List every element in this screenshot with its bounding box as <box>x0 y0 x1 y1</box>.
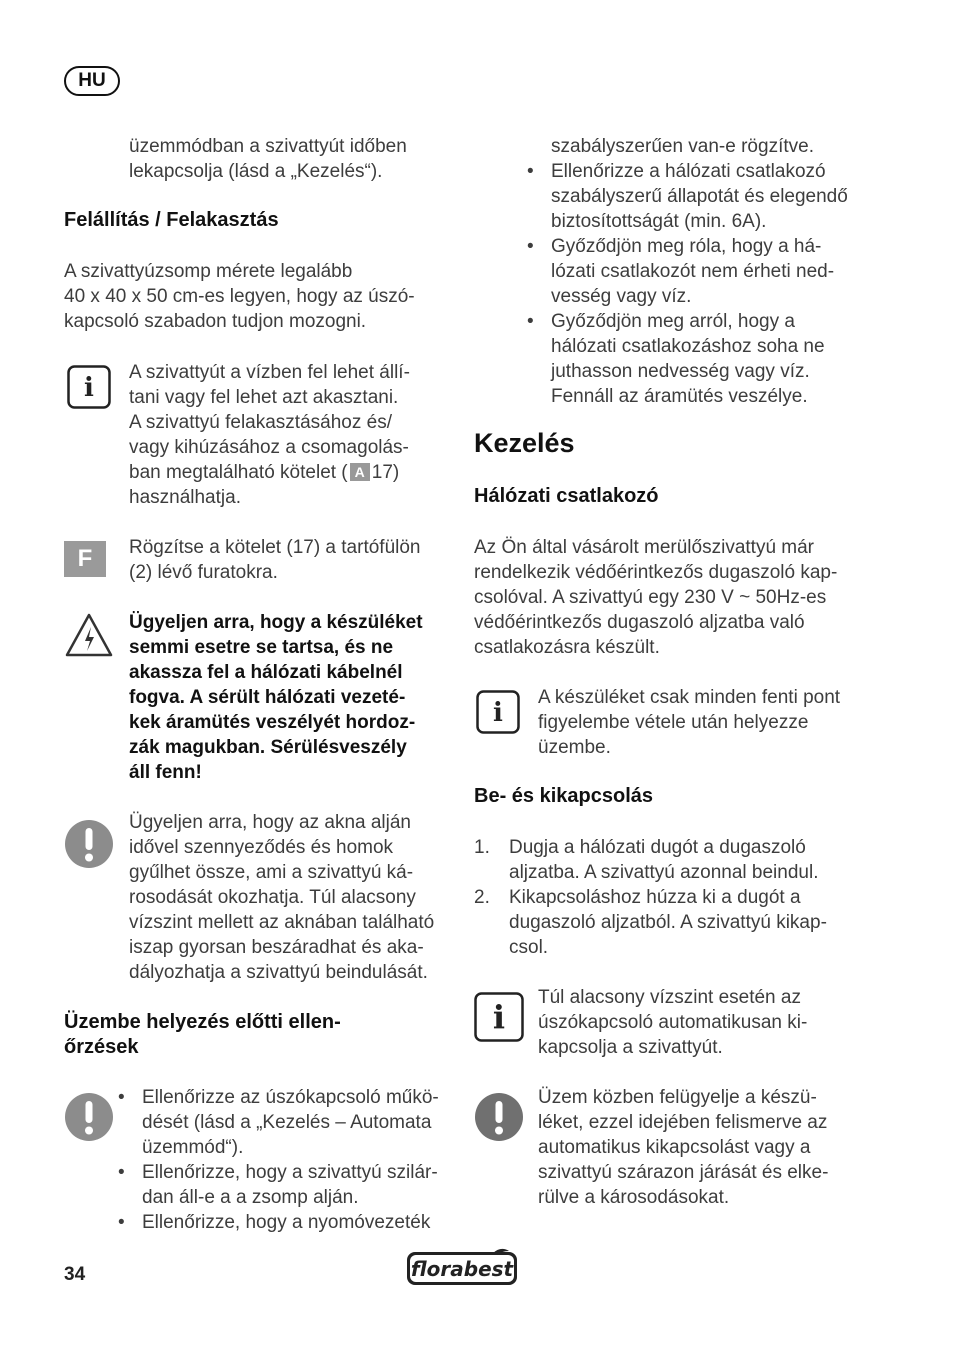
info-note-hanging: A szivattyút a vízben fel lehet állí- tani vagy fel lehet azt akasztani. A szivattyú felakasztásához és/ vagy kihúzásához a csomagolás- ban megtalálható kötelet ( A 17) használhatja. <box>129 362 410 508</box>
info-icon <box>67 365 111 409</box>
caution-text-sediment: Ügyeljen arra, hogy az akna alján idővel szennyeződés és homok gyűlhet össze, ami a szivattyú ká- rosodását okozhatja. Túl alacsony vízszint mellett az aknában található iszap gyorsan beszáradhat és aka- dályozhatja a szivattyú beindulását. <box>129 812 435 983</box>
precheck-list-right: szabályszerűen van-e rögzítve. • Ellenőrizze a hálózati csatlakozó szabályszerű állapotát és elegendő biztosítottságát (min. 6A). • Győződjön meg róla, hogy a há- lózati csatlakozót nem érheti ned- vesség vagy víz. • Győződjön meg arról, hogy a hálózati csatlakozáshoz soha ne juthasson nedvesség vagy víz. Fennáll az áramütés veszélye. <box>527 136 848 407</box>
section-heading-precheck: Üzembe helyezés előtti ellen- őrzések <box>64 1011 341 1058</box>
precheck-list-left <box>118 1085 439 1235</box>
svg-text:florabest: florabest <box>410 1257 514 1281</box>
info-icon <box>474 992 524 1042</box>
setup-paragraph: A szivattyúzsomp mérete legalább 40 x 40 x 50 cm-es legyen, hogy az úszó- kapcsoló szabadon tudjon mozogni. <box>64 261 415 332</box>
list-item: • Győződjön meg róla, hogy a há- lózati csatlakozót nem érheti ned- vesség vagy víz. <box>527 236 835 307</box>
caution-exclamation-icon <box>64 1092 114 1142</box>
figure-f-text: Rögzítse a kötelet (17) a tartófülön (2) lévő furatokra. <box>129 537 421 583</box>
info-note-low-water: Túl alacsony vízszint esetén az úszókapcsoló automatikusan ki- kapcsolja a szivattyút. <box>538 987 808 1058</box>
figure-f-badge: F <box>64 541 106 577</box>
subheading-mains-plug: Hálózati csatlakozó <box>474 485 659 507</box>
section-heading-setup: Felállítás / Felakasztás <box>64 209 279 231</box>
on-off-steps <box>474 835 827 960</box>
main-heading-operation: Kezelés <box>474 428 575 458</box>
caution-exclamation-icon <box>64 819 114 869</box>
florabest-logo <box>405 1247 519 1287</box>
list-item: • Ellenőrizze, hogy a nyomóvezeték <box>118 1212 431 1233</box>
svg-text:i: i <box>493 698 503 728</box>
svg-text:i: i <box>84 373 94 403</box>
caution-text-monitor: Üzem közben felügyelje a készü- léket, ezzel idejében felismerve az automatikus kikapcsolást vagy a szivattyú szárazon járását és elke- rülve a károsodásokat. <box>538 1087 829 1208</box>
list-item: • Győződjön meg arról, hogy a hálózati csatlakozáshoz soha ne juthasson nedvesség vagy víz. Fennáll az áramütés veszélye. <box>527 311 825 407</box>
list-item: • Ellenőrizze a hálózati csatlakozó szabályszerű állapotát és elegendő biztosítottságát (min. 6A). <box>527 161 848 232</box>
figure-ref-badge: A <box>350 463 370 481</box>
svg-text:i: i <box>492 998 506 1036</box>
page-number: 34 <box>64 1264 86 1285</box>
language-badge: HU <box>64 66 120 96</box>
list-item: • Ellenőrizze, hogy a szivattyú szilár- dan áll-e a a zsomp alján. <box>118 1162 438 1208</box>
list-item: 2. Kikapcsoláshoz húzza ki a dugót a dugaszoló aljzatból. A szivattyú kikap- csol. <box>474 887 827 958</box>
list-item: 1. Dugja a hálózati dugót a dugaszoló aljzatba. A szivattyú azonnal beindul. <box>474 837 819 883</box>
intro-text: üzemmódban a szivattyút időben lekapcsolja (lásd a „Kezelés“). <box>129 136 407 182</box>
list-item: • Ellenőrizze az úszókapcsoló műkö- dését (lásd a „Kezelés – Automata üzemmód“). <box>118 1087 439 1158</box>
warning-text: Ügyeljen arra, hogy a készüléket semmi esetre se tartsa, és ne akassza fel a hálózati kábelnél fogva. A sérült hálózati vezeté- kek áramütés veszélyét hordoz- zák magukban. Sérülésveszély áll fenn! <box>129 612 423 783</box>
info-note-operation: A készüléket csak minden fenti pont figyelembe vétele után helyezze üzembe. <box>538 687 841 758</box>
mains-plug-paragraph: Az Ön által vásárolt merülőszivattyú már rendelkezik védőérintkezős dugaszoló kap- csolóval. A szivattyú egy 230 V ~ 50Hz-es védőérintkezős dugaszoló aljzatba való csatlakozásra készült. <box>474 537 838 658</box>
electric-warning-icon <box>64 612 114 658</box>
caution-exclamation-icon <box>474 1092 524 1142</box>
info-icon <box>476 690 520 734</box>
subheading-on-off: Be- és kikapcsolás <box>474 785 653 807</box>
